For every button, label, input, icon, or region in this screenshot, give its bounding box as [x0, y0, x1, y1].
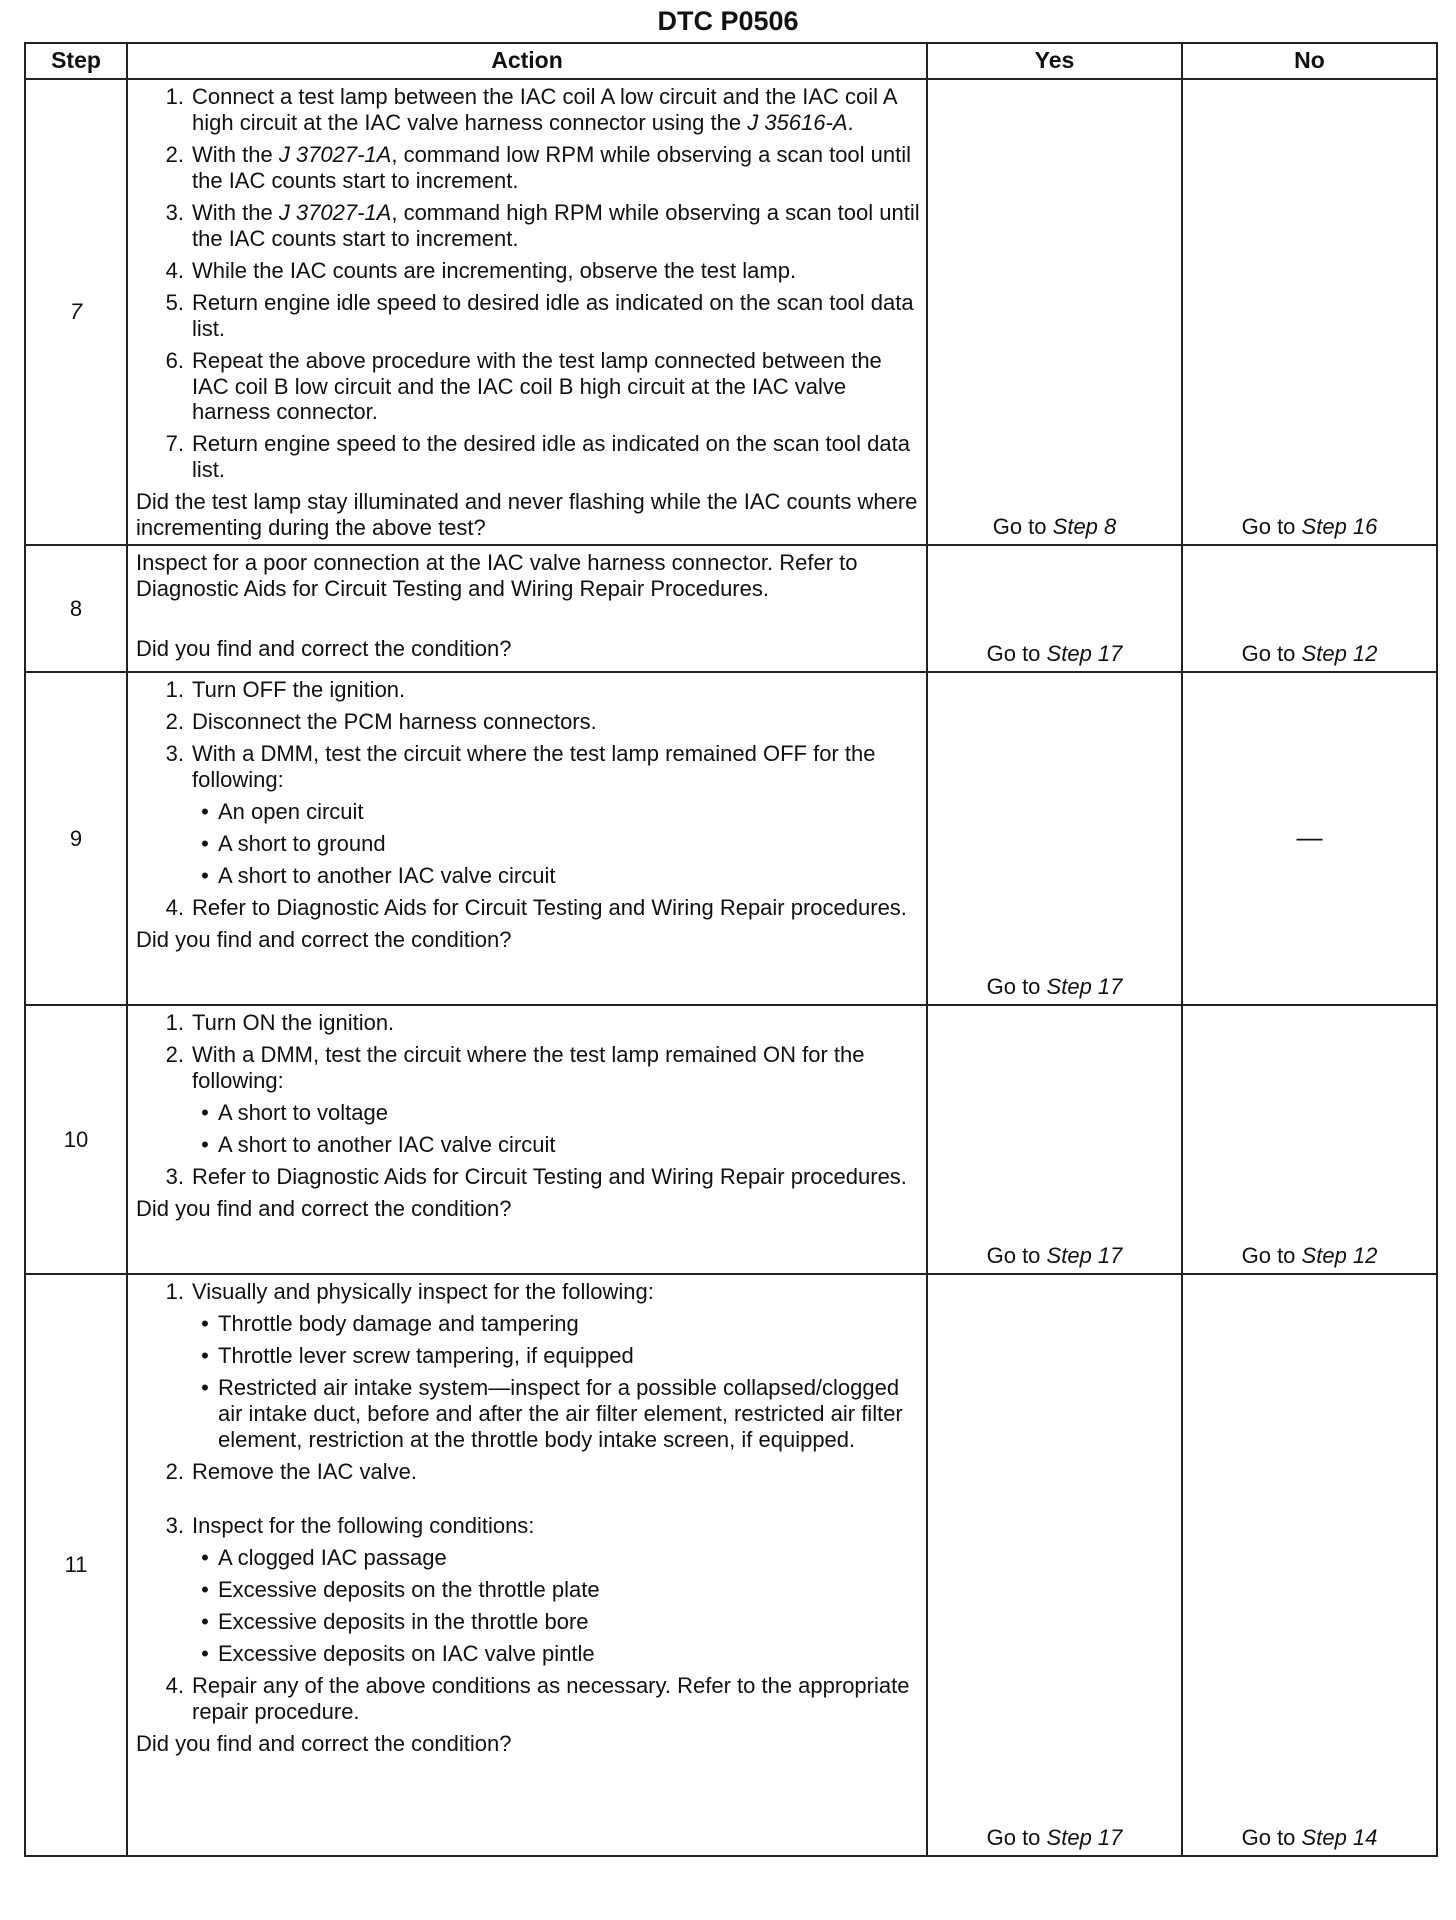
list-item: 2. With the J 37027-1A, command low RPM while observing a scan tool until the IAC counts start to increment.: [165, 141, 912, 193]
question: Did you find and correct the condition?: [136, 1195, 512, 1221]
action-cell: [127, 1274, 927, 1856]
bullet-item: • A short to ground: [201, 831, 386, 857]
step-number: 8: [25, 545, 127, 672]
action-cell: [127, 1005, 927, 1274]
tool-reference: J 35616-A: [747, 109, 848, 135]
no-cell: Go to Step 16: [1182, 79, 1437, 545]
list-item: 3. Inspect for the following conditions:: [165, 1512, 535, 1538]
list-item: 3. Refer to Diagnostic Aids for Circuit Testing and Wiring Repair procedures.: [165, 1164, 907, 1190]
bullet-item: • A short to voltage: [201, 1100, 388, 1126]
step-link: Step 16: [1301, 514, 1378, 540]
yes-cell: Go to Step 17: [927, 1005, 1182, 1274]
step-number: 9: [25, 672, 127, 1005]
diagnostic-table: [24, 42, 1438, 1857]
list-item: 5. Return engine idle speed to desired idle as indicated on the scan tool data list.: [165, 289, 914, 341]
no-cell: [1182, 672, 1437, 1005]
step-link: Step 12: [1301, 641, 1378, 667]
list-item: 1. Turn ON the ignition.: [165, 1010, 395, 1036]
tool-reference: J 37027-1A: [278, 141, 392, 167]
action-cell: [127, 545, 927, 672]
table-header-row: [25, 43, 1437, 79]
list-item: 4. While the IAC counts are incrementing, observe the test lamp.: [165, 257, 797, 283]
header-step: Step: [25, 43, 127, 79]
step-link: Step 8: [1052, 514, 1117, 540]
bullet-item: • Excessive deposits on the throttle plate: [201, 1576, 600, 1602]
table-row-step-11: [25, 1274, 1437, 1856]
yes-cell: Go to Step 8: [927, 79, 1182, 545]
list-item: 1. Connect a test lamp between the IAC coil A low circuit and the IAC coil A high circuit at the IAC valve harness connector using the J 35616-A.: [165, 84, 897, 135]
table-row-step-9: [25, 672, 1437, 1005]
step-number: 11: [25, 1274, 127, 1856]
list-item: 3. With the J 37027-1A, command high RPM while observing a scan tool until the IAC counts start to increment.: [165, 199, 920, 251]
list-item: 1. Turn OFF the ignition.: [165, 677, 406, 703]
yes-cell: Go to Step 17: [927, 1274, 1182, 1856]
list-item: 2. Disconnect the PCM harness connectors.: [165, 709, 597, 735]
step-number: 7: [25, 79, 127, 545]
header-yes: Yes: [927, 43, 1182, 79]
yes-cell: Go to Step 17: [927, 672, 1182, 1005]
question: Did you find and correct the condition?: [136, 926, 512, 952]
table-row-step-10: [25, 1005, 1437, 1274]
header-action: Action: [127, 43, 927, 79]
bullet-item: • A clogged IAC passage: [201, 1544, 447, 1570]
question: Did the test lamp stay illuminated and never flashing while the IAC counts where incrementing during the above test?: [136, 489, 918, 541]
action-cell: [127, 79, 927, 545]
step-number: 10: [25, 1005, 127, 1274]
bullet-item: • Restricted air intake system—inspect for a possible collapsed/clogged air intake duct, before and after the air filter element, restricted air filter element, restriction at the throttle body intake screen, if equipped.: [201, 1375, 903, 1453]
list-item: 7. Return engine speed to the desired idle as indicated on the scan tool data list.: [165, 431, 910, 483]
step-link: Step 17: [1046, 974, 1123, 1000]
bullet-item: • A short to another IAC valve circuit: [201, 862, 556, 888]
list-item: 2. Remove the IAC valve.: [165, 1458, 417, 1484]
bullet-item: • Excessive deposits in the throttle bore: [201, 1608, 589, 1634]
table-row-step-7: [25, 79, 1437, 545]
step-link: Step 14: [1301, 1825, 1378, 1851]
bullet-item: • Throttle body damage and tampering: [201, 1311, 579, 1337]
no-cell: Go to Step 12: [1182, 1005, 1437, 1274]
step-link: Step 17: [1046, 641, 1123, 667]
list-item: 4. Refer to Diagnostic Aids for Circuit Testing and Wiring Repair procedures.: [165, 894, 907, 920]
step-link: Step 17: [1046, 1825, 1123, 1851]
instruction-text: Inspect for a poor connection at the IAC valve harness connector. Refer to Diagnostic Aids for Circuit Testing and Wiring Repair Procedures.: [136, 550, 858, 602]
list-item: 6. Repeat the above procedure with the test lamp connected between the IAC coil B low circuit and the IAC coil B high circuit at the IAC valve harness connector.: [165, 347, 882, 425]
list-item: 3. With a DMM, test the circuit where the test lamp remained OFF for the following:: [165, 741, 876, 793]
header-no: No: [1182, 43, 1437, 79]
list-item: 4. Repair any of the above conditions as necessary. Refer to the appropriate repair procedure.: [165, 1672, 910, 1724]
bullet-item: • An open circuit: [201, 799, 364, 825]
question: Did you find and correct the condition?: [136, 636, 512, 662]
page-title: DTC P0506: [657, 6, 799, 36]
no-cell: Go to Step 14: [1182, 1274, 1437, 1856]
question: Did you find and correct the condition?: [136, 1730, 512, 1756]
table-row-step-8: [25, 545, 1437, 672]
bullet-item: • A short to another IAC valve circuit: [201, 1132, 556, 1158]
bullet-item: • Excessive deposits on IAC valve pintle: [201, 1640, 595, 1666]
action-cell: [127, 672, 927, 1005]
list-item: 1. Visually and physically inspect for the following:: [165, 1279, 654, 1305]
tool-reference: J 37027-1A: [278, 199, 392, 225]
list-item: 2. With a DMM, test the circuit where the test lamp remained ON for the following:: [165, 1042, 865, 1094]
bullet-item: • Throttle lever screw tampering, if equipped: [201, 1343, 634, 1369]
step-link: Step 17: [1046, 1243, 1123, 1269]
yes-cell: Go to Step 17: [927, 545, 1182, 672]
no-cell: Go to Step 12: [1182, 545, 1437, 672]
not-applicable-dash: —: [1296, 821, 1323, 852]
step-link: Step 12: [1301, 1243, 1378, 1269]
